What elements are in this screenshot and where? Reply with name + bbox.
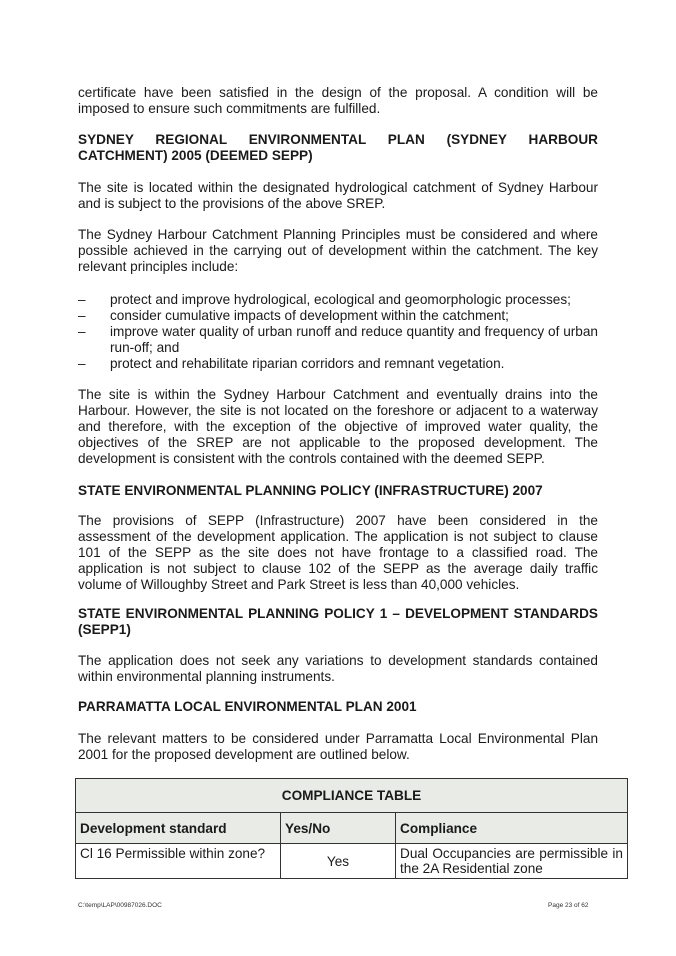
srep-paragraph-2: The Sydney Harbour Catchment Planning Principles must be considered and where possible achieved in the carrying out of development within the catchment. The key relevant principles include: xyxy=(78,227,598,274)
table-row xyxy=(76,844,628,879)
bullet-dash: – xyxy=(78,308,86,323)
bullet-text: protect and rehabilitate riparian corridors and remnant vegetation. xyxy=(110,356,505,371)
bullet-text: improve water quality of urban runoff and reduce quantity and frequency of urban run-off; and xyxy=(110,324,598,355)
lep-paragraph: The relevant matters to be considered under Parramatta Local Environmental Plan 2001 for the proposed development are outlined below. xyxy=(78,731,598,762)
column-header-development-standard: Development standard xyxy=(76,813,281,844)
column-header-yes-no: Yes/No xyxy=(281,813,396,844)
heading-infrastructure: STATE ENVIRONMENTAL PLANNING POLICY (INFRASTRUCTURE) 2007 xyxy=(78,483,543,498)
column-header-compliance: Compliance xyxy=(396,813,628,844)
table-cell: Yes xyxy=(281,844,396,879)
table-cell: Cl 16 Permissible within zone? xyxy=(76,844,281,879)
footer-file-path: C:\temp\LAP\00987026.DOC xyxy=(78,902,162,909)
srep-paragraph-1: The site is located within the designated hydrological catchment of Sydney Harbour and is subject to the provisions of the above SREP. xyxy=(78,180,598,211)
compliance-table xyxy=(75,778,628,879)
heading-srep: SYDNEY REGIONAL ENVIRONMENTAL PLAN (SYDNEY HARBOUR CATCHMENT) 2005 (DEEMED SEPP) xyxy=(78,132,598,163)
bullet-dash: – xyxy=(78,292,86,307)
bullet-text: protect and improve hydrological, ecological and geomorphologic processes; xyxy=(110,292,571,307)
heading-sepp1: STATE ENVIRONMENTAL PLANNING POLICY 1 – DEVELOPMENT STANDARDS (SEPP1) xyxy=(78,606,598,637)
srep-paragraph-3: The site is within the Sydney Harbour Catchment and eventually drains into the Harbour. However, the site is not located on the foreshore or adjacent to a waterway and therefore, with the exception of the objective of improved water quality, the objectives of the SREP are not applicable to the proposed development. The development is consistent with the controls contained with the deemed SEPP. xyxy=(78,387,598,466)
table-title: COMPLIANCE TABLE xyxy=(76,779,628,813)
infrastructure-paragraph: The provisions of SEPP (Infrastructure) 2007 have been considered in the assessment of the development application. The application is not subject to clause 101 of the SEPP as the site does not have frontage to a classified road. The application is not subject to clause 102 of the SEPP as the average daily traffic volume of Willoughby Street and Park Street is less than 40,000 vehicles. xyxy=(78,513,598,592)
bullet-text: consider cumulative impacts of development within the catchment; xyxy=(110,308,509,323)
heading-lep: PARRAMATTA LOCAL ENVIRONMENTAL PLAN 2001 xyxy=(78,699,417,714)
footer-page-number: Page 23 of 62 xyxy=(548,902,589,909)
intro-paragraph: certificate have been satisfied in the design of the proposal. A condition will be imposed to ensure such commitments are fulfilled. xyxy=(78,85,598,116)
table-cell: Dual Occupancies are permissible in the 2A Residential zone xyxy=(396,844,628,879)
sepp1-paragraph: The application does not seek any variations to development standards contained within environmental planning instruments. xyxy=(78,653,598,684)
bullet-dash: – xyxy=(78,356,86,371)
bullet-dash: – xyxy=(78,324,86,339)
